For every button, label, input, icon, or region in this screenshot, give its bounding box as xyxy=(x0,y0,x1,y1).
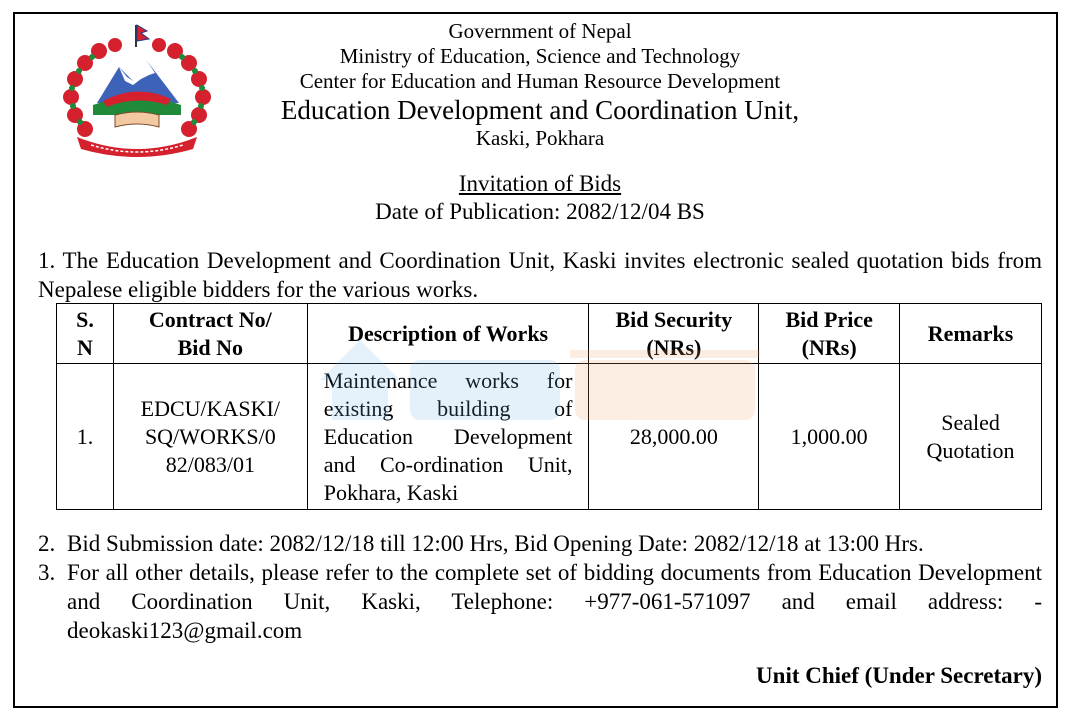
header-ministry: Ministry of Education, Science and Technology xyxy=(339,44,741,68)
paragraph-invitation: 1. The Education Development and Coordination Unit, Kaski invites electronic sealed quotation bids from Nepalese eligible bidders for the various works. xyxy=(38,248,1042,302)
item-bid-submission xyxy=(38,529,1042,558)
cell-remarks: Sealed Quotation xyxy=(900,364,1042,510)
table-header-row xyxy=(57,304,1042,364)
cell-description: Maintenance works for existing building of Education Development and Co-ordination Unit, Pokhara, Kaski xyxy=(307,364,589,510)
item-text: Bid Submission date: 2082/12/18 till 12:00 Hrs, Bid Opening Date: 2082/12/18 at 13:00 Hrs. xyxy=(67,531,924,556)
signature-title: Unit Chief (Under Secretary) xyxy=(756,663,1042,688)
cell-contract-no: EDCU/KASKI/ SQ/WORKS/0 82/083/01 xyxy=(113,364,307,510)
header-remarks: Remarks xyxy=(900,304,1042,364)
header-description: Description of Works xyxy=(307,304,589,364)
document-header xyxy=(240,19,840,151)
cell-bid-price: 1,000.00 xyxy=(759,364,900,510)
header-contract-no: Contract No/ Bid No xyxy=(113,304,307,364)
table-row xyxy=(57,364,1042,510)
bid-table xyxy=(56,303,1042,510)
header-center: Center for Education and Human Resource Development xyxy=(299,69,781,93)
header-sn: S. N xyxy=(57,304,114,364)
notice-title: Invitation of Bids xyxy=(458,171,622,196)
header-unit: Education Development and Coordination Unit, xyxy=(280,95,800,125)
header-bid-security: Bid Security (NRs) xyxy=(589,304,759,364)
cell-sn: 1. xyxy=(57,364,114,510)
header-location: Kaski, Pokhara xyxy=(475,126,605,150)
header-government: Government of Nepal xyxy=(448,19,632,43)
item-other-details xyxy=(38,558,1042,645)
item-number: 3. xyxy=(38,560,56,585)
publication-date: Date of Publication: 2082/12/04 BS xyxy=(375,199,705,224)
cell-bid-security: 28,000.00 xyxy=(589,364,759,510)
item-text: For all other details, please refer to the complete set of bidding documents from Education Development and Coordination Unit, Kaski, Telephone: +977-061-571097 and email address: - deokaski123@gmail.com xyxy=(67,560,1042,643)
nepal-emblem-icon xyxy=(57,23,217,158)
header-bid-price: Bid Price (NRs) xyxy=(759,304,900,364)
notice-title-block xyxy=(240,170,840,226)
item-number: 2. xyxy=(38,531,56,556)
